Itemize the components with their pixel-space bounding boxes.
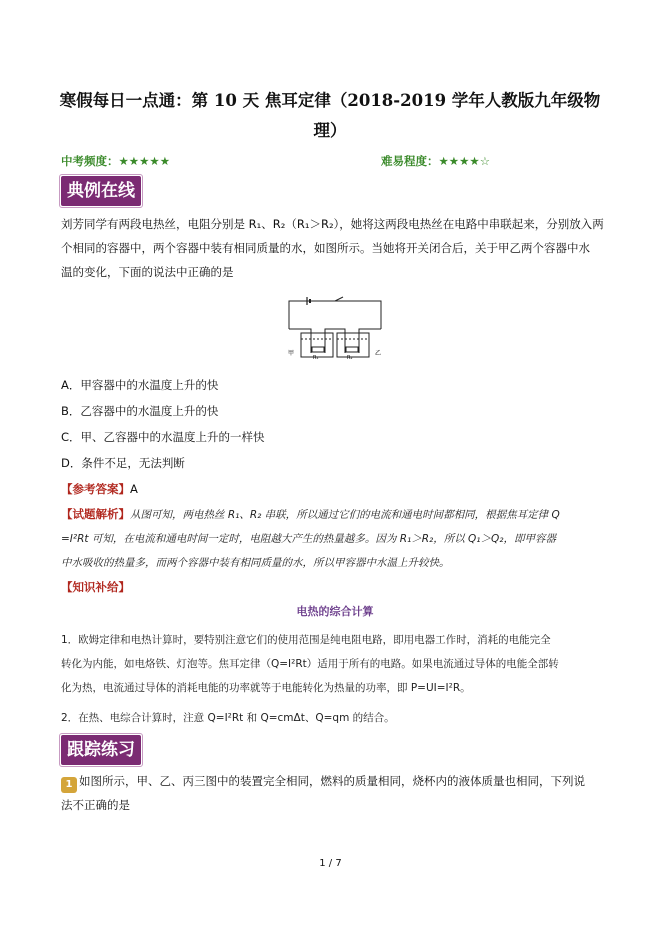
- option-c: C．甲、乙容器中的水温度上升的一样快: [61, 430, 265, 444]
- section-banner-typical: 典例在线: [61, 176, 141, 206]
- option-a: A．甲容器中的水温度上升的快: [61, 378, 219, 392]
- question-number-icon: 1: [61, 777, 77, 793]
- container-right-label: 乙: [375, 350, 382, 357]
- r2-label: R₂: [347, 355, 353, 361]
- difficulty-stars: ★★★★☆: [438, 154, 491, 168]
- doc-title: 寒假每日一点通：第 10 天 焦耳定律（2018-2019 学年人教版九年级物 理）: [59, 91, 601, 140]
- practice-question: 1 如图所示，甲、乙、丙三图中的装置完全相同，燃料的质量相同，烧杯内的液体质量也相同，下列说 法不正确的是: [61, 774, 585, 812]
- frequency-stars: ★★★★★: [118, 154, 171, 168]
- r1-label: R₁: [313, 355, 319, 361]
- circuit-figure: [285, 295, 385, 365]
- difficulty: 难易程度：★★★★☆: [381, 154, 491, 168]
- option-b: B．乙容器中的水温度上升的快: [61, 404, 219, 418]
- knowledge-label: 【知识补给】: [61, 580, 130, 594]
- answer-line: 【参考答案】A: [61, 482, 138, 496]
- knowledge-title: 电热的综合计算: [296, 605, 374, 618]
- knowledge-text: 1．欧姆定律和电热计算时，要特别注意它们的使用范围是纯电阻电路，即用电器工作时，消耗的电能完全 转化为内能，如电烙铁、灯泡等。焦耳定律（Q=I²Rt）适用于所有的电路。如果电流通过导体的电能全部转 化为热，电流通过导体的消耗电能的功率就等于电能转化为热量的功率，即 P=UI=I²R。 2．在热、电综合计算时，注意 Q=I²Rt 和 Q=cmΔt、Q=qm 的结合。: [61, 634, 559, 724]
- option-d: D．条件不足，无法判断: [61, 456, 185, 470]
- container-left-label: 甲: [288, 350, 295, 357]
- exam-frequency: 中考频度：★★★★★: [61, 154, 171, 168]
- question-text: 刘芳同学有两段电热丝，电阻分别是 R₁、R₂（R₁＞R₂），她将这两段电热丝在电路中串联起来，分别放入两 个相同的容器中，两个容器中装有相同质量的水，如图所示。当她将开关闭合后，关于甲乙两个容器中水 温的变化，下面的说法中正确的是: [61, 217, 604, 279]
- analysis: 【试题解析】从图可知，两电热丝 R₁、R₂ 串联，所以通过它们的电流和通电时间都相同，根据焦耳定律 Q =I²Rt 可知，在电流和通电时间一定时，电阻越大产生的热量越多。因为 R₁＞R₂，所以 Q₁＞Q₂，即甲容器 中水吸收的热量多，而两个容器中装有相同质量的水，所以甲容器中水温上升较快。: [61, 507, 560, 569]
- page-number: 1 / 7: [319, 858, 342, 869]
- section-banner-practice: 跟踪练习: [61, 735, 141, 765]
